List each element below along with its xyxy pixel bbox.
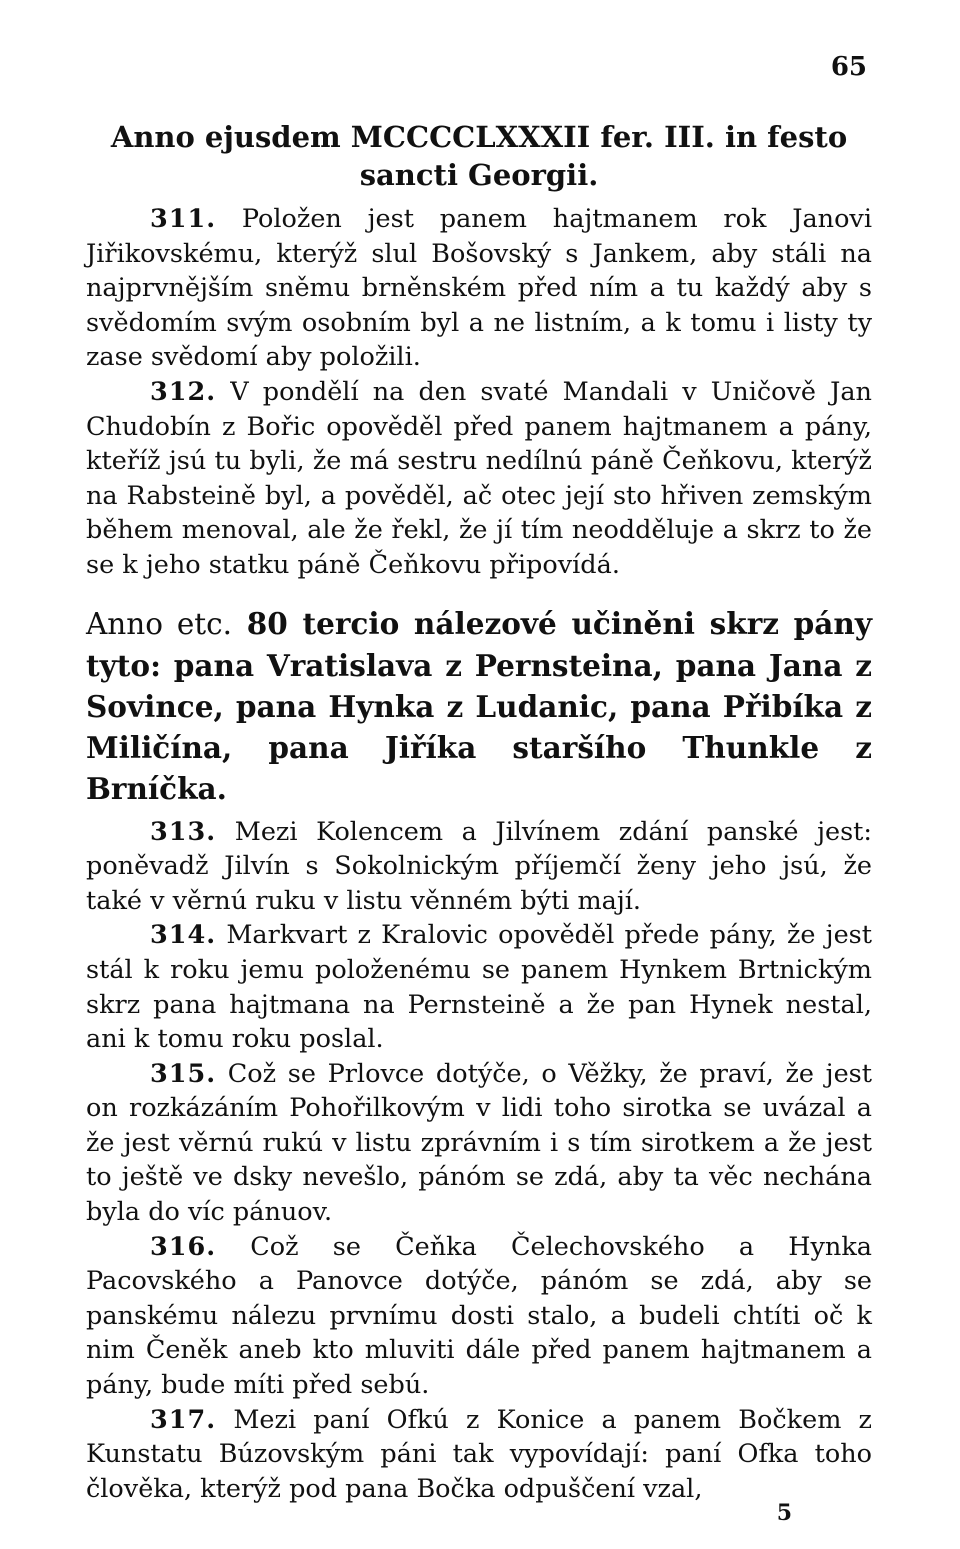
paragraph-number: 312. [150, 376, 217, 407]
section-heading-1: Anno ejusdem MCCCCLXXXII fer. III. in festo sancti Georgii. [110, 120, 848, 192]
heading-rest: 80 tercio nálezové učiněni skrz pány tyto: pana Vratislava z Pernsteina, pana Jana z Sovince, pana Hynka z Ludanic, pana Přibíka z Miličína, pana Jiříka staršího Thunkle z Brníčka. [86, 605, 872, 806]
paragraph-314 [86, 918, 872, 1056]
paragraph-text: Markvart z Kralovic opověděl přede pány, že jest stál k roku jemu položenému se panem Hynkem Brtnickým skrz pana hajtmana na Pernsteině a že pan Hynek nestal, ani k tomu roku poslal. [86, 920, 872, 1055]
paragraph-312 [86, 375, 872, 583]
paragraph-text: Položen jest panem hajtmanem rok Janovi Jiřikovskému, kterýž slul Bošovský s Jankem, aby stáli na najprvnějším sněmu brněnském před ním a tu každý aby s svědomím svým osobním byl a ne listním, a k tomu i listy ty zase svědomí aby položili. [86, 204, 872, 373]
paragraph-number: 313. [150, 816, 217, 847]
paragraph-number: 311. [150, 204, 217, 234]
paragraph-text: Mezi Kolencem a Jilvínem zdání panské jest: poněvadž Jilvín s Sokolnickým příjemčí ženy jeho jsú, že také v věrnú ruku v listu věnném býti mají. [86, 816, 872, 916]
paragraph-number: 316. [150, 1231, 217, 1262]
paragraph-number: 317. [150, 1404, 217, 1435]
paragraph-text: V pondělí na den svaté Mandali v Uničově Jan Chudobín z Bořic opověděl před panem hajtmanem a pány, kteříž jsú tu byli, že má sestru nedílnú páně Čeňkovu, kterýž na Rabsteině byl, a pověděl, ač otec její sto hřiven zemským během menoval, ale že řekl, že jí tím neodděluje a skrz to že se k jeho statku páně Čeňkovu připovídá. [86, 376, 872, 580]
paragraph-317 [86, 1403, 872, 1507]
section-heading-2 [86, 603, 872, 809]
signature-mark: 5 [776, 1500, 792, 1526]
page-content [86, 118, 872, 1506]
paragraph-316 [86, 1230, 872, 1403]
paragraph-313 [86, 815, 872, 919]
paragraph-text: Což se Čeňka Čelechovského a Hynka Pacovského a Panovce dotýče, pánóm se zdá, aby se panskému nálezu prvnímu dosti stalo, a budeli chtíti oč k nim Čeněk aneb kto mluviti dále před panem hajtmanem a pány, bude míti před sebú. [86, 1231, 872, 1401]
paragraph-number: 315. [150, 1058, 217, 1089]
paragraph-text: Což se Prlovce dotýče, o Věžky, že praví, že jest on rozkázáním Pohořilkovým v lidi toho sirotka se uvázal a že jest věrnú rukú v listu zprávním i s tím sirotkem a že jest to ještě ve dsky nevešlo, pánóm se zdá, aby ta věc nechána byla do víc pánuov. [86, 1058, 872, 1228]
heading-lead: Anno etc. [86, 606, 233, 641]
paragraph-315 [86, 1057, 872, 1230]
page-number: 65 [830, 52, 867, 82]
paragraph-number: 314. [150, 920, 217, 951]
paragraph-text: Mezi paní Ofkú z Konice a panem Bočkem z Kunstatu Búzovským páni tak vypovídají: paní Ofka toho člověka, kterýž pod pana Bočka odpuščení vzal, [86, 1404, 872, 1504]
paragraph-311 [86, 202, 872, 375]
